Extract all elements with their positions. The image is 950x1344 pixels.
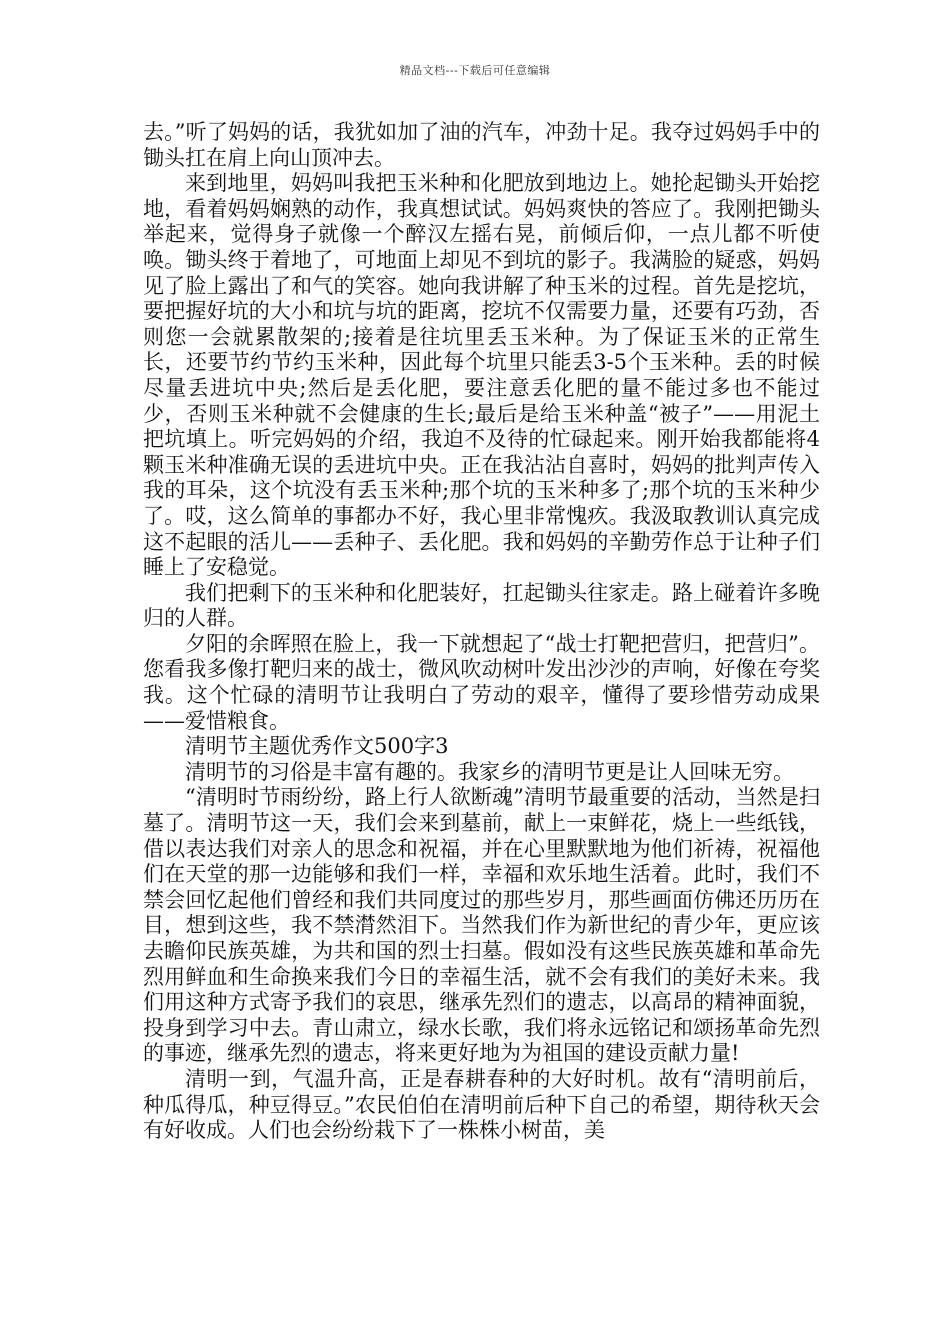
paragraph-4: 夕阳的余晖照在脸上，我一下就想起了“战士打靶把营归，把营归”。您看我多像打靶归来的战士，微风吹动树叶发出沙沙的声响，好像在夸奖我。这个忙碌的清明节让我明白了劳动的艰辛，懂得了要珍惜劳动成果——爱惜粮食。	[143, 631, 820, 733]
page-header: 精品文档---下载后可任意编辑	[399, 64, 551, 77]
paragraph-1: 去。”听了妈妈的话，我犹如加了油的汽车，冲劲十足。我夺过妈妈手中的锄头扛在肩上向山顶冲去。	[143, 120, 820, 170]
paragraph-2: 来到地里，妈妈叫我把玉米种和化肥放到地边上。她抡起锄头开始挖地，看着妈妈娴熟的动作，我真想试试。妈妈爽快的答应了。我刚把锄头举起来，觉得身子就像一个醉汉左摇右晃，前倾后仰，一点儿都不听使唤。锄头终于着地了，可地面上却见不到坑的影子。我满脸的疑惑，妈妈见了脸上露出了和气的笑容。她向我讲解了种玉米的过程。首先是挖坑，要把握好坑的大小和坑与坑的距离，挖坑不仅需要力量，还要有巧劲，否则您一会就累散架的;接着是往坑里丢玉米种。为了保证玉米的正常生长，还要节约节约玉米种，因此每个坑里只能丢3-5个玉米种。丢的时候尽量丢进坑中央;然后是丢化肥，要注意丢化肥的量不能过多也不能过少，否则玉米种就不会健康的生长;最后是给玉米种盖“被子”——用泥土把坑填上。听完妈妈的介绍，我迫不及待的忙碌起来。刚开始我都能将4颗玉米种准确无误的丢进坑中央。正在我沾沾自喜时，妈妈的批判声传入我的耳朵，这个坑没有丢玉米种;那个坑的玉米种多了;那个坑的玉米种少了。哎，这么简单的事都办不好，我心里非常愧疚。我汲取教训认真完成这不起眼的活儿——丢种子、丢化肥。我和妈妈的辛勤劳作总于让种子们睡上了安稳觉。	[143, 171, 820, 580]
section-title: 清明节主题优秀作文500字3	[185, 734, 449, 759]
document-body	[143, 120, 820, 1144]
paragraph-7: 清明一到，气温升高，正是春耕春种的大好时机。故有“清明前后，种瓜得瓜，种豆得豆。”农民伯伯在清明前后种下自己的希望，期待秋天会有好收成。人们也会纷纷栽下了一株株小树苗，美	[143, 1066, 820, 1143]
paragraph-5: 清明节的习俗是丰富有趣的。我家乡的清明节更是让人回味无穷。	[185, 759, 794, 784]
paragraph-6: “清明时节雨纷纷，路上行人欲断魂”清明节最重要的活动，当然是扫墓了。清明节这一天，我们会来到墓前，献上一束鲜花，烧上一些纸钱，借以表达我们对亲人的思念和祝福，并在心里默默地为他们祈祷，祝福他们在天堂的那一边能够和我们一样，幸福和欢乐地生活着。此时，我们不禁会回忆起他们曾经和我们共同度过的那些岁月，那些画面仿佛还历历在目，想到这些，我不禁潸然泪下。当然我们作为新世纪的青少年，更应该去瞻仰民族英雄，为共和国的烈士扫墓。假如没有这些民族英雄和革命先烈用鲜血和生命换来我们今日的幸福生活，就不会有我们的美好未来。我们用这种方式寄予我们的哀思，继承先烈们的遗志，以高昂的精神面貌，投身到学习中去。青山肃立，绿水长歌，我们将永远铭记和颂扬革命先烈的事迹，继承先烈的遗志，将来更好地为为祖国的建设贡献力量!	[143, 785, 820, 1066]
paragraph-3: 我们把剩下的玉米种和化肥装好，扛起锄头往家走。路上碰着许多晚归的人群。	[143, 580, 820, 631]
